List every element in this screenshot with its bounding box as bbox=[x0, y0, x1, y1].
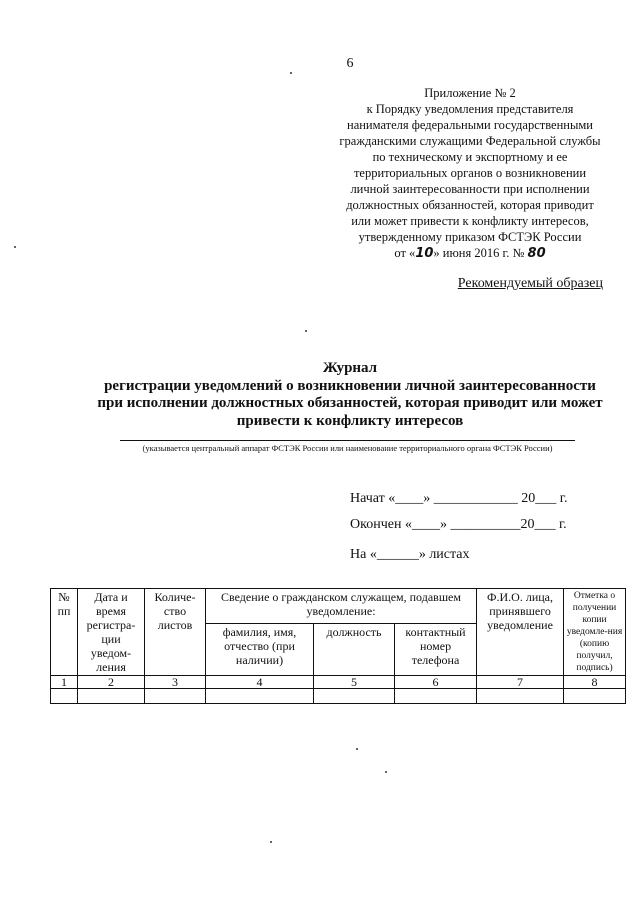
subheader-position: должность bbox=[314, 624, 395, 676]
table-cell bbox=[145, 689, 206, 704]
appendix-line: гражданскими служащими Федеральной службы bbox=[339, 134, 601, 148]
org-name-line bbox=[120, 440, 575, 441]
order-prefix: от « bbox=[394, 246, 416, 260]
title-line: Журнал bbox=[322, 360, 378, 376]
finished-date: Окончен «____» __________20___ г. bbox=[350, 517, 567, 532]
appendix-line: должностных обязанностей, которая приводит bbox=[346, 198, 594, 212]
column-number: 2 bbox=[78, 676, 145, 689]
order-middle: » июня 2016 г. № bbox=[433, 246, 528, 260]
appendix-line: по техническому и экспортному и ее bbox=[372, 150, 568, 164]
appendix-line: территориальных органов о возникновении bbox=[353, 166, 587, 180]
column-number: 4 bbox=[206, 676, 314, 689]
recommended-sample: Рекомендуемый образец bbox=[457, 276, 603, 291]
header-fio-received: Ф.И.О. лица, принявшего уведомление bbox=[477, 589, 564, 676]
title-line: привести к конфликту интересов bbox=[236, 412, 464, 429]
scan-speck bbox=[305, 330, 307, 332]
column-number: 1 bbox=[51, 676, 78, 689]
org-caption: (указывается центральный аппарат ФСТЭК России или наименование территориального органа ФСТЭК России) bbox=[142, 443, 553, 453]
header-num: № пп bbox=[51, 589, 78, 676]
empty-row bbox=[51, 689, 626, 704]
journal-dates bbox=[350, 486, 567, 568]
order-reference bbox=[320, 245, 620, 262]
started-date: Начат «____» ____________ 20___ г. bbox=[350, 491, 568, 506]
scan-speck bbox=[356, 748, 358, 750]
appendix-line: или может привести к конфликту интересов, bbox=[351, 214, 589, 228]
table-cell bbox=[314, 689, 395, 704]
header-copy-mark: Отметка о получении копии уведомле-ния (копию получил, подпись) bbox=[564, 589, 626, 676]
table-cell bbox=[78, 689, 145, 704]
subheader-phone: контактный номер телефона bbox=[395, 624, 477, 676]
sheets-count: На «______» листах bbox=[350, 547, 470, 562]
appendix-line: Приложение № 2 bbox=[424, 86, 516, 100]
journal-title bbox=[60, 360, 640, 430]
column-number: 6 bbox=[395, 676, 477, 689]
column-number: 5 bbox=[314, 676, 395, 689]
scan-speck bbox=[290, 72, 292, 74]
order-day-handwritten: 10 bbox=[415, 246, 434, 261]
appendix-line: утвержденному приказом ФСТЭК России bbox=[358, 230, 582, 244]
appendix-line: нанимателя федеральными государственными bbox=[347, 118, 593, 132]
column-number: 8 bbox=[564, 676, 626, 689]
appendix-line: личной заинтересованности при исполнении bbox=[350, 182, 590, 196]
column-number: 3 bbox=[145, 676, 206, 689]
column-numbers-row bbox=[51, 676, 626, 689]
table-cell bbox=[477, 689, 564, 704]
appendix-line: к Порядку уведомления представителя bbox=[366, 102, 574, 116]
appendix-block bbox=[320, 85, 620, 262]
table-cell bbox=[395, 689, 477, 704]
title-line: регистрации уведомлений о возникновении личной заинтересованности bbox=[104, 377, 596, 394]
title-line: при исполнении должностных обязанностей, которая приводит или может bbox=[97, 395, 603, 411]
table-cell bbox=[51, 689, 78, 704]
registration-table bbox=[50, 588, 626, 704]
scan-speck bbox=[270, 841, 272, 843]
page-number: 6 bbox=[346, 56, 354, 71]
header-date: Дата и время регистра-ции уведом-ления bbox=[78, 589, 145, 676]
column-number: 7 bbox=[477, 676, 564, 689]
header-sheets: Количе-ство листов bbox=[145, 589, 206, 676]
scan-speck bbox=[385, 771, 387, 773]
table-cell bbox=[564, 689, 626, 704]
header-info: Сведение о гражданском служащем, подавшем уведомление: bbox=[206, 589, 477, 624]
order-number-handwritten: 80 bbox=[527, 246, 546, 261]
scan-speck bbox=[14, 246, 16, 248]
table-cell bbox=[206, 689, 314, 704]
subheader-name: фамилия, имя, отчество (при наличии) bbox=[206, 624, 314, 676]
